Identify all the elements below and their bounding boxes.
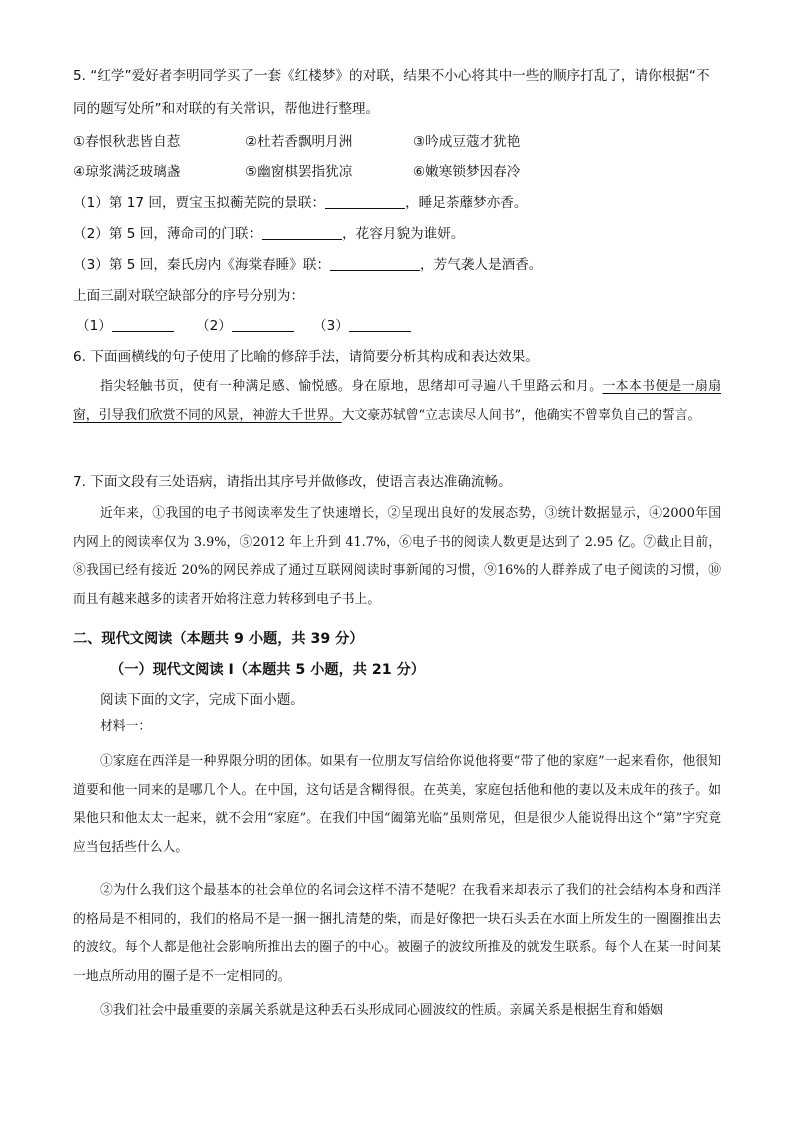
q5-item-2 xyxy=(73,224,723,244)
q5-answer-3-label: （3） xyxy=(313,318,349,334)
q5-option-1: ①春恨秋悲皆自惹 xyxy=(73,134,181,150)
q5-item-1-suffix: ，睡足荼蘼梦亦香。 xyxy=(405,195,528,211)
section-heading: 二、现代文阅读（本题共 9 小题，共 39 分） xyxy=(73,631,364,647)
q5-item-1 xyxy=(73,193,723,213)
q5-prompt-line-1: 5. “红学”爱好者李明同学买了一套《红楼梦》的对联，结果不小心将其中一些的顺序打乱了，请你根据“不 xyxy=(73,68,710,84)
reading-instruction: 阅读下面的文字，完成下面小题。 xyxy=(100,692,304,708)
q5-option-4: ④琼浆满泛玻璃盏 xyxy=(73,164,181,180)
q7-passage: 近年来，①我国的电子书阅读率发生了快速增长，②呈现出良好的发展态势，③统计数据显示，④2000年国内网上的阅读率仅为 3.9%，⑤2012 年上升到 41.7%，⑥电子书的阅读人数更是达到了 2.95 亿。⑦截止目前，⑧我国已经有接近 20%的网民养成了通过互联网阅读时事新闻的习惯，⑨16%的人群养成了电子阅读的习惯，⑩而且有越来越多的读者开始将注意力转移到电子书上。 xyxy=(73,506,721,607)
q5-option-3: ③吟成豆蔻才犹艳 xyxy=(413,134,521,150)
q5-item-3-blank[interactable] xyxy=(330,256,420,271)
q5-answer-3 xyxy=(313,316,411,336)
q5-item-2-prefix: （2）第 5 回，薄命司的门联： xyxy=(73,226,263,242)
q5-item-1-prefix: （1）第 17 回，贾宝玉拟蘅芜院的景联： xyxy=(73,195,326,211)
q5-answer-1-blank[interactable] xyxy=(112,317,174,332)
q5-item-3-suffix: ，芳气袭人是酒香。 xyxy=(420,257,543,273)
q6-underlined-sentence: 一本本书便是一扇扇窗，引导我们欣赏不同的风景，神游大千世界。 xyxy=(73,379,722,423)
q5-option-2: ②杜若香飘明月洲 xyxy=(245,134,353,150)
q5-item-3-prefix: （3）第 5 回，秦氏房内《海棠春睡》联： xyxy=(73,257,331,273)
q5-item-2-suffix: ，花容月貌为谁妍。 xyxy=(342,226,465,242)
q5-summary: 上面三副对联空缺部分的序号分别为： xyxy=(73,288,305,304)
material-paragraph-2: ②为什么我们这个最基本的社会单位的名词会这样不清不楚呢？在我看来却表示了我们的社会结构本身和西洋的格局是不相同的，我们的格局不是一捆一捆扎清楚的柴，而是好像把一块石头丢在水面上所发生的一圈圈推出去的波纹。每个人都是他社会影响所推出去的圈子的中心。被圈子的波纹所推及的就发生联系。每个人在某一时间某一地点所动用的圈子是不一定相同的。 xyxy=(73,883,721,984)
q5-answer-1 xyxy=(76,316,174,336)
q5-answer-2-blank[interactable] xyxy=(232,317,294,332)
q5-item-3 xyxy=(73,255,723,275)
q6-passage-tail: 大文豪苏轼曾“立志读尽人间书”，他确实不曾辜负自己的誓言。 xyxy=(341,407,701,423)
material-label: 材料一： xyxy=(100,719,152,734)
q5-answer-1-label: （1） xyxy=(76,318,112,334)
q5-prompt-line-2: 同的题写处所”和对联的有关常识，帮他进行整理。 xyxy=(73,101,380,117)
q6-passage-lead: 指尖轻触书页，使有一种满足感、愉悦感。身在原地，思绪却可寻遍八千里路云和月。 xyxy=(100,379,603,394)
q7-prompt: 7. 下面文段有三处语病，请指出其序号并做修改，使语言表达准确流畅。 xyxy=(73,474,512,490)
q5-option-6: ⑥嫩寒锁梦因春冷 xyxy=(413,164,521,180)
q5-answer-2 xyxy=(196,316,294,336)
q5-answer-2-label: （2） xyxy=(196,318,232,334)
q5-item-1-blank[interactable] xyxy=(325,194,405,209)
q5-answer-3-blank[interactable] xyxy=(349,317,411,332)
q5-option-5: ⑤幽窗棋罢指犹凉 xyxy=(245,164,353,180)
material-paragraph-1: ①家庭在西洋是一种界限分明的团体。如果有一位朋友写信给你说他将要“带了他的家庭”一起来看你，他很知道要和他一同来的是哪几个人。在中国，这句话是含糊得很。在英美，家庭包括他和他的妻以及未成年的孩子。如果他只和他太太一起来，就不会用“家庭”。在我们中国“阖第光临”虽则常见，但是很少人能说得出这个“第”字究竟应当包括些什么人。 xyxy=(73,754,721,855)
q6-prompt: 6. 下面画横线的句子使用了比喻的修辞手法，请简要分析其构成和表达效果。 xyxy=(73,349,539,365)
subsection-heading: （一）现代文阅读 I（本题共 5 小题，共 21 分） xyxy=(110,662,425,678)
q5-item-2-blank[interactable] xyxy=(262,225,342,240)
q6-passage xyxy=(73,373,721,430)
material-paragraph-3: ③我们社会中最重要的亲属关系就是这种丢石头形成同心圆波纹的性质。亲属关系是根据生育和婚姻 xyxy=(100,1003,664,1018)
